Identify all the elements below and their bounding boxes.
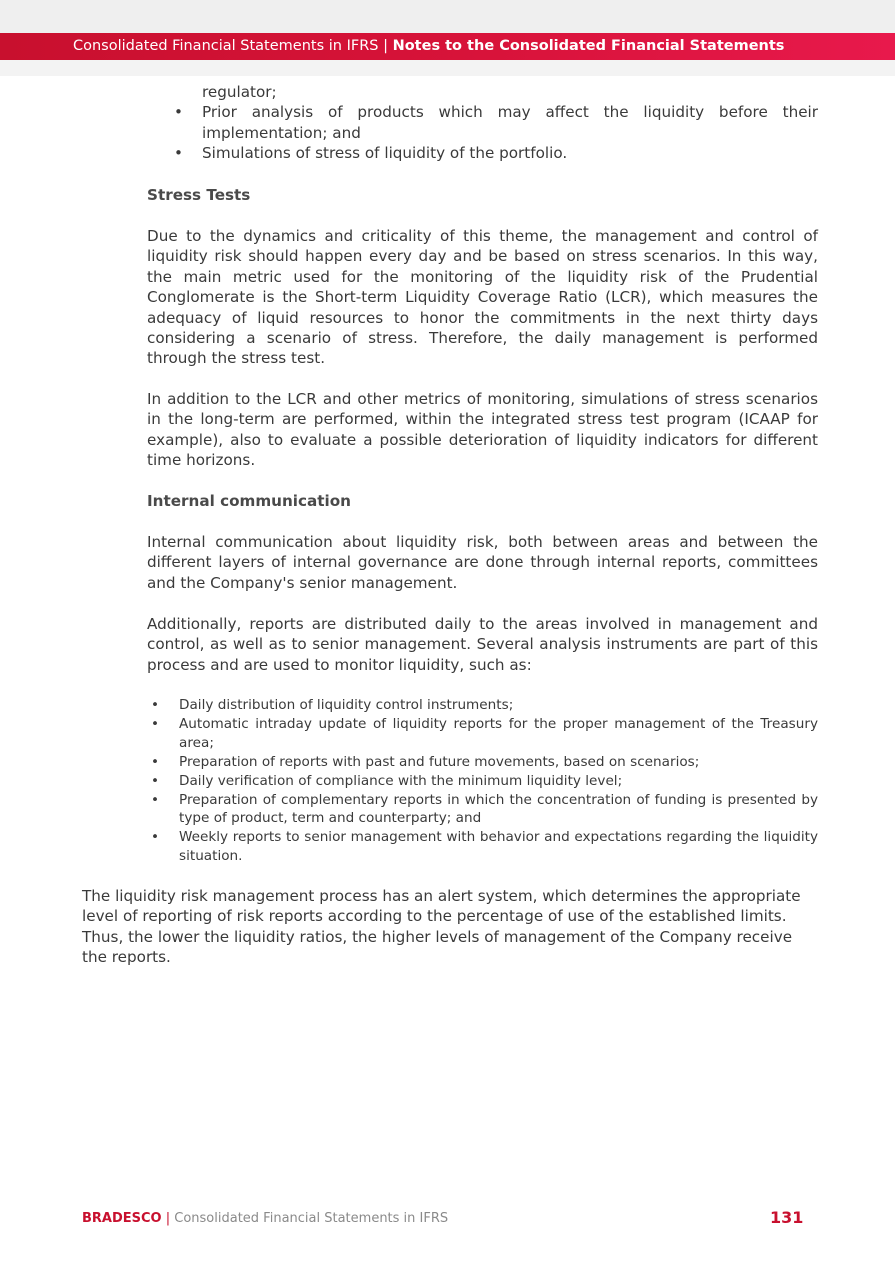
footer-brand: BRADESCO: [82, 1211, 162, 1226]
internal-communication-heading: Internal communication: [147, 492, 351, 510]
footer: [82, 1211, 448, 1226]
bullet-icon: •: [151, 791, 160, 808]
list-item: [147, 82, 818, 102]
top-bullet-list: [147, 82, 818, 164]
stress-tests-paragraph-2: In addition to the LCR and other metrics of monitoring, simulations of stress scenarios in the long-term are performed, within the integrated stress test program (ICAAP for example), also to evaluate a possible deterioration of liquidity indicators for different time horizons.: [147, 390, 818, 470]
bullet-icon: •: [174, 103, 183, 122]
list-item: [147, 102, 818, 143]
internal-communication-paragraph-2: Additionally, reports are distributed daily to the areas involved in management and control, as well as to senior management. Several analysis instruments are part of this process and are used to monitor liquidity, such as:: [147, 615, 818, 674]
bullet-icon: •: [151, 829, 160, 845]
page-number: 131: [770, 1208, 804, 1227]
list-item-text: regulator;: [202, 83, 277, 101]
list-item: [147, 791, 818, 828]
footer-doc-title: Consolidated Financial Statements in IFRS: [174, 1211, 449, 1226]
list-item-text: Preparation of complementary reports in which the concentration of funding is presented by type of product, term and counterparty; and: [179, 791, 818, 826]
stress-tests-heading: Stress Tests: [147, 186, 251, 204]
footer-separator: |: [161, 1211, 175, 1226]
list-item: [147, 143, 818, 163]
header-title-left: Consolidated Financial Statements in IFRS |: [73, 38, 393, 54]
list-item: [147, 753, 818, 772]
list-item-text: Preparation of reports with past and future movements, based on scenarios;: [179, 753, 700, 770]
list-item-text: Daily verification of compliance with the minimum liquidity level;: [179, 772, 623, 789]
header-underlay: [0, 60, 895, 76]
list-item: [147, 696, 818, 715]
list-item: [147, 772, 818, 791]
list-item-text: Prior analysis of products which may affect the liquidity before their implementation; and: [202, 103, 818, 142]
instruments-bullet-list: [147, 696, 818, 866]
header-banner: [0, 33, 895, 60]
list-item: [147, 715, 818, 752]
list-item-text: Automatic intraday update of liquidity reports for the proper management of the Treasury area;: [179, 716, 818, 751]
top-margin: [0, 0, 895, 33]
internal-communication-paragraph-1: Internal communication about liquidity risk, both between areas and between the different layers of internal governance are done through internal reports, committees and the Company's senior management.: [147, 533, 818, 592]
closing-paragraph: The liquidity risk management process has an alert system, which determines the appropriate level of reporting of risk reports according to the percentage of use of the established limits. Thus, the lower the liquidity ratios, the higher levels of management of the Company receive the reports.: [82, 887, 801, 967]
bullet-icon: •: [151, 753, 160, 770]
header-title-right: Notes to the Consolidated Financial Statements: [392, 38, 785, 54]
bullet-icon: •: [151, 772, 160, 789]
bullet-icon: •: [151, 716, 160, 732]
bullet-icon: •: [174, 144, 183, 163]
list-item-text: Daily distribution of liquidity control instruments;: [179, 697, 514, 713]
list-item-text: Simulations of stress of liquidity of the portfolio.: [202, 144, 568, 163]
stress-tests-paragraph-1: Due to the dynamics and criticality of this theme, the management and control of liquidity risk should happen every day and be based on stress scenarios. In this way, the main metric used for the monitoring of the liquidity risk of the Prudential Conglomerate is the Short-term Liquidity Coverage Ratio (LCR), which measures the adequacy of liquid resources to honor the commitments in the next thirty days considering a scenario of stress. Therefore, the daily management is performed through the stress test.: [147, 227, 818, 368]
list-item-text: Weekly reports to senior management with behavior and expectations regarding the liquidity situation.: [179, 829, 818, 864]
list-item: [147, 828, 818, 865]
bullet-icon: •: [151, 697, 160, 713]
